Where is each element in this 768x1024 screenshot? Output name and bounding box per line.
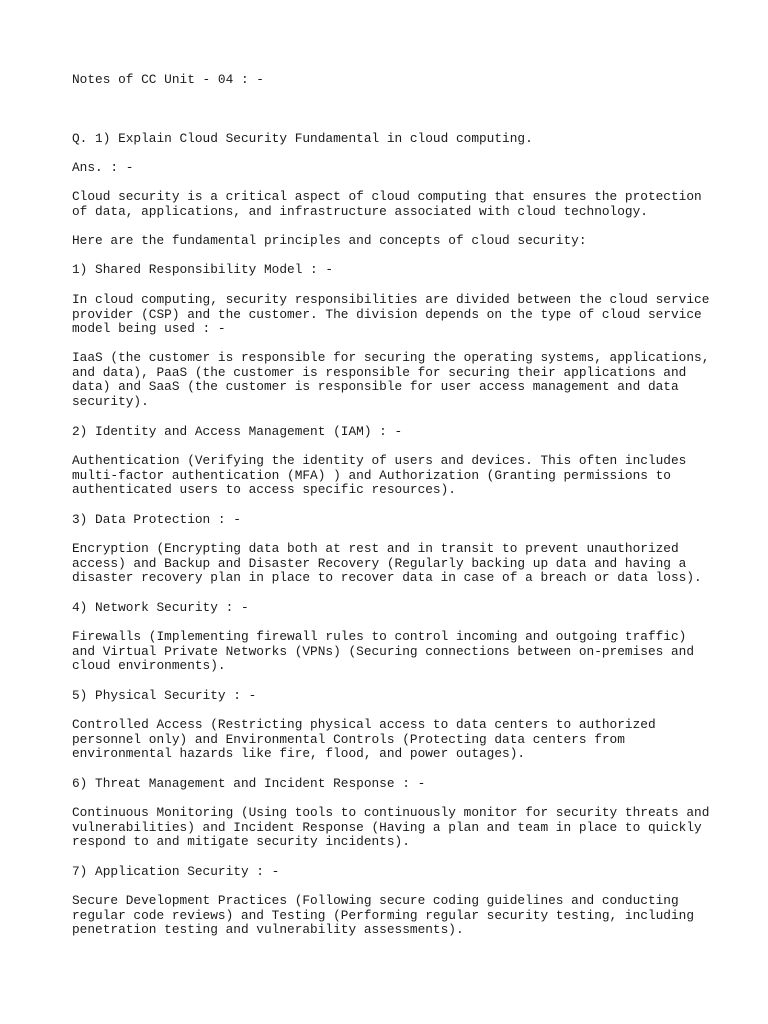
section-heading: 5) Physical Security : -: [72, 688, 257, 703]
answer-label: Ans. : -: [72, 160, 134, 175]
section-heading: 2) Identity and Access Management (IAM) : -: [72, 424, 403, 439]
section-paragraph: Firewalls (Implementing firewall rules to control incoming and outgoing traffic) and Virtual Private Networks (VPNs) (Securing connections between on-premises and cloud environments).: [72, 629, 695, 674]
section-paragraph: In cloud computing, security responsibilities are divided between the cloud service provider (CSP) and the customer. The division depends on the type of cloud service model being used : -: [72, 292, 710, 337]
section-heading: 3) Data Protection : -: [72, 512, 241, 527]
section-paragraph: Controlled Access (Restricting physical access to data centers to authorized personnel only) and Environmental Controls (Protecting data centers from environmental hazards like fire, flood, and power outages).: [72, 717, 656, 762]
lead-paragraph: Here are the fundamental principles and concepts of cloud security:: [72, 233, 587, 248]
section-paragraph: IaaS (the customer is responsible for securing the operating systems, applications, and data), PaaS (the customer is responsible for securing their applications and data) and SaaS (the customer is responsible for user access management and data security).: [72, 350, 710, 410]
section-paragraph: Encryption (Encrypting data both at rest and in transit to prevent unauthorized access) and Backup and Disaster Recovery (Regularly backing up data and having a disaster recovery plan in place to recover data in case of a breach or data loss).: [72, 541, 702, 586]
document-page: [72, 0, 722, 938]
section-paragraph: Authentication (Verifying the identity of users and devices. This often includes multi-factor authentication (MFA) ) and Authorization (Granting permissions to authenticated users to access specific resources).: [72, 453, 687, 498]
section-heading: 1) Shared Responsibility Model : -: [72, 262, 334, 277]
section-heading: 4) Network Security : -: [72, 600, 249, 615]
section-heading: 7) Application Security : -: [72, 864, 280, 879]
document-title: Notes of CC Unit - 04 : -: [72, 72, 264, 87]
question-text: Q. 1) Explain Cloud Security Fundamental in cloud computing.: [72, 131, 533, 146]
intro-paragraph: Cloud security is a critical aspect of cloud computing that ensures the protection of data, applications, and infrastructure associated with cloud technology.: [72, 189, 702, 219]
section-heading: 6) Threat Management and Incident Response : -: [72, 776, 426, 791]
section-paragraph: Continuous Monitoring (Using tools to continuously monitor for security threats and vulnerabilities) and Incident Response (Having a plan and team in place to quickly respond to and mitigate security incidents).: [72, 805, 710, 850]
section-paragraph: Secure Development Practices (Following secure coding guidelines and conducting regular code reviews) and Testing (Performing regular security testing, including penetration testing and vulnerability assessments).: [72, 893, 695, 938]
